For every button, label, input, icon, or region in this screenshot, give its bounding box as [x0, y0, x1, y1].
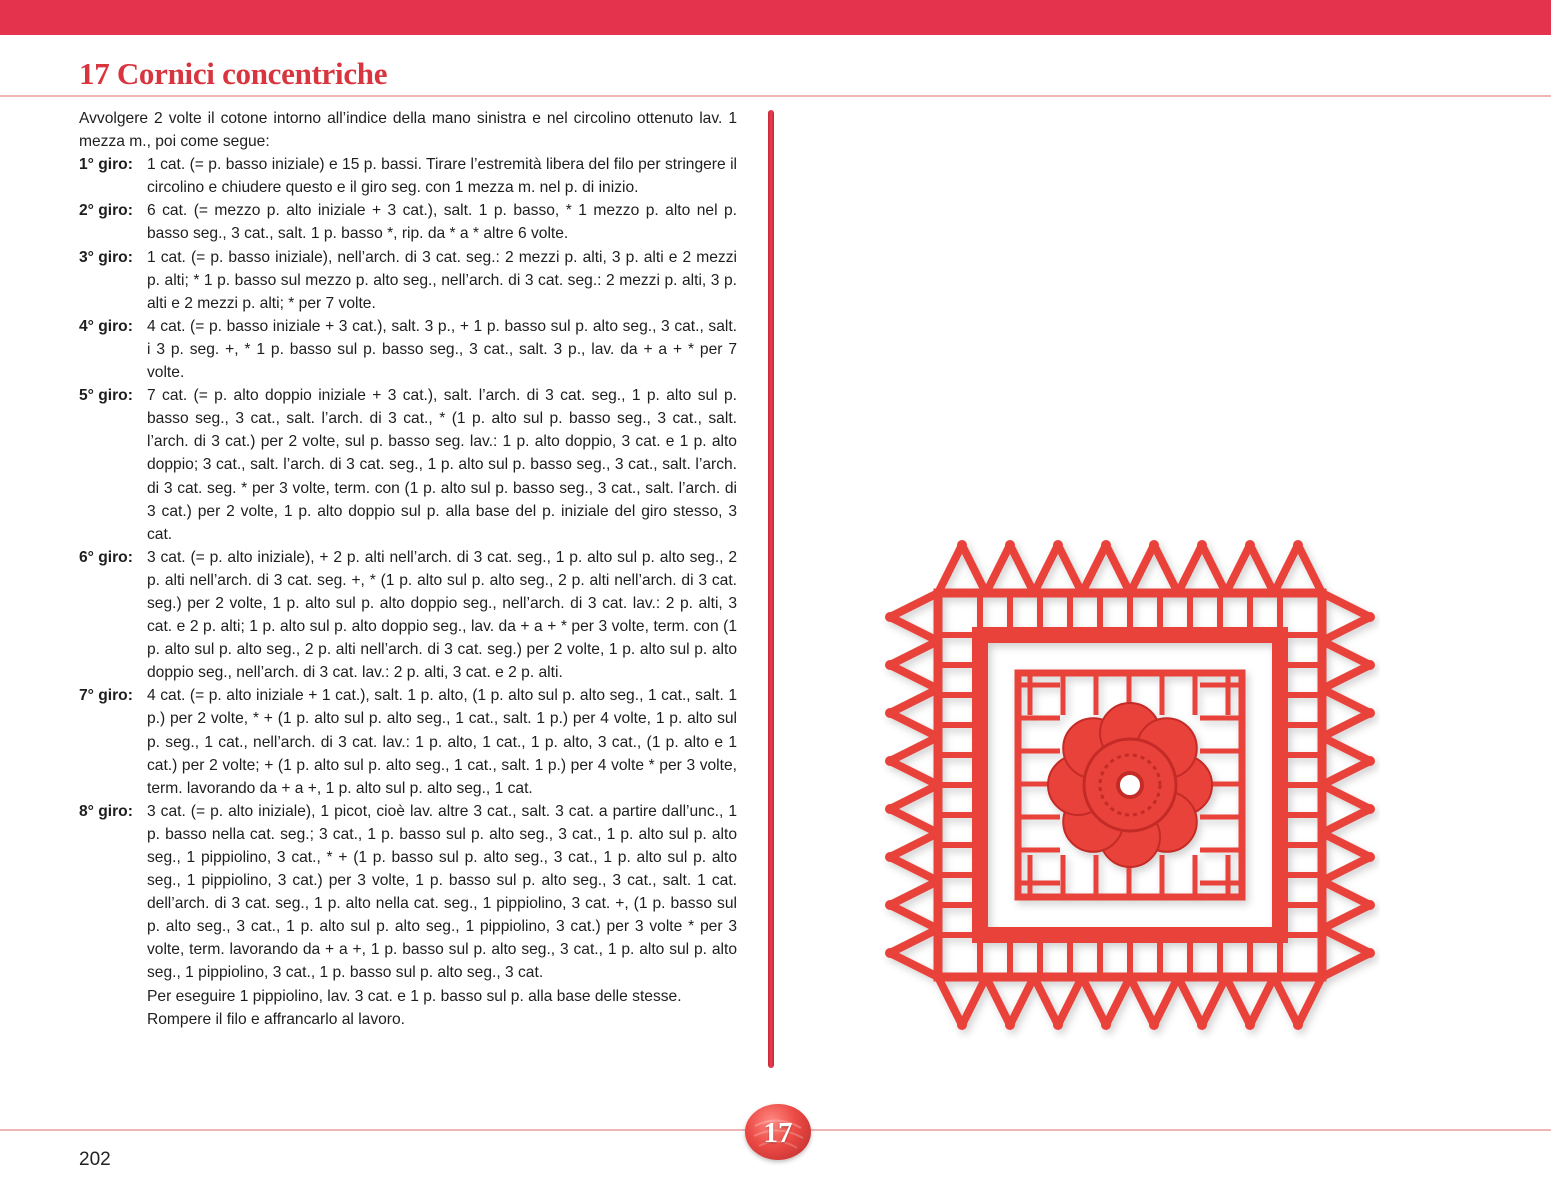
top-color-band: [0, 0, 1551, 35]
page-number: 202: [79, 1149, 111, 1170]
page-title: 17 Cornici concentriche: [79, 56, 388, 91]
round-text: 1 cat. (= p. basso iniziale), nell’arch. di 3 cat. seg.: 2 mezzi p. alti, 3 p. alti e 2 mezzi p. alti; * 1 p. basso sul mezzo p. alto seg., nell’arch. di 3 cat. seg.: 2 mezzi p. alti, 3 p. alti e 2 mezzi p. alti; * per 7 volte.: [147, 248, 737, 312]
finishing-note: Rompere il filo e affrancarlo al lavoro.: [147, 1010, 405, 1028]
round-label: 7° giro:: [79, 687, 133, 705]
picot-note: Per eseguire 1 pippiolino, lav. 3 cat. e 1 p. basso sul p. alla base delle stesse.: [147, 987, 682, 1005]
round-row: [79, 800, 737, 985]
pattern-number-badge: [745, 1104, 811, 1160]
vertical-divider: [768, 110, 774, 1068]
intro-paragraph: Avvolgere 2 volte il cotone intorno all’indice della mano sinistra e nel circolino ottenuto lav. 1 mezza m., poi come segue:: [79, 110, 737, 151]
round-row: [79, 199, 737, 245]
round-row: [79, 153, 737, 199]
round-row: [79, 546, 737, 685]
round-text: 4 cat. (= p. alto iniziale + 1 cat.), salt. 1 p. alto, (1 p. alto sul p. alto seg., 1 cat., salt. 1 p.) per 2 volte, * + (1 p. alto sul p. alto seg., 1 cat., salt. 1 p.) per 4 volte, 1 p. alto sul p. seg., 1 cat., nell’arch. di 3 cat. lav.: 1 p. alto, 1 cat., 1 p. alto, 3 cat., (1 p. alto e 1 cat.) per 2 volte; + (1 p. alto sul p. alto seg., 1 cat., salt. 1 p.) per 4 volte * per 3 volte, term. lavorando da + a +, 1 p. alto sul p. alto seg., 1 cat.: [147, 687, 737, 797]
crochet-square-photo: [880, 535, 1380, 1055]
pattern-number: 17: [763, 1117, 793, 1149]
round-label: 8° giro:: [79, 802, 133, 820]
round-label: 1° giro:: [79, 156, 133, 174]
round-label: 3° giro:: [79, 248, 133, 266]
round-label: 5° giro:: [79, 387, 133, 405]
pattern-instructions: [79, 107, 737, 1031]
round-row: [79, 384, 737, 546]
round-row: [79, 315, 737, 384]
round-text: 1 cat. (= p. basso iniziale) e 15 p. bassi. Tirare l’estremità libera del filo per stringere il circolino e chiudere questo e il giro seg. con 1 mezza m. nel p. di inizio.: [147, 156, 737, 197]
title-rule: [0, 95, 1551, 97]
round-text: 3 cat. (= p. alto iniziale), + 2 p. alti nell’arch. di 3 cat. seg., 1 p. alto sul p. alto seg., 2 p. alti nell’arch. di 3 cat. seg. +, * (1 p. alto sul p. alto seg., 2 p. alti nell’arch. di 3 cat. seg.) per 2 volte, 1 p. alto sul p. alto doppio seg., nell’arch. di 3 cat. lav.: 2 p. alti, 3 cat. e 2 p. alti; 1 p. alto sul p. alto doppio seg., lav. da + a + * per 3 volte, term. con (1 p. alto sul p. alto seg., 2 p. alti nell’arch. di 3 cat. seg.) per 2 volte, 1 p. alto sul p. alto doppio seg., nell’arch. di 3 cat. lav.: 2 p. alti, 3 cat. e 2 p. alti.: [147, 548, 737, 682]
round-label: 2° giro:: [79, 202, 133, 220]
round-row: [79, 246, 737, 315]
round-row: [79, 684, 737, 799]
round-text: 7 cat. (= p. alto doppio iniziale + 3 cat.), salt. l’arch. di 3 cat. seg., 1 p. alto sul p. basso seg., 3 cat., salt. l’arch. di 3 cat., * (1 p. alto sul p. basso seg., 3 cat., salt. l’arch. di 3 cat.) per 2 volte, sul p. basso seg. lav.: 1 p. alto doppio, 3 cat. e 1 p. alto doppio; 3 cat., salt. l’arch. di 3 cat. seg., 1 p. alto sul p. basso seg., 3 cat., salt. l’arch. di 3 cat. seg. * per 3 volte, term. con (1 p. alto sul p. basso seg., 3 cat., salt. l’arch. di 3 cat.) per 2 volte, 1 p. alto doppio sul p. alla base del p. iniziale del giro stesso, 3 cat.: [147, 387, 737, 543]
round-text: 4 cat. (= p. basso iniziale + 3 cat.), salt. 3 p., + 1 p. basso sul p. alto seg., 3 cat., salt. i 3 p. seg. +, * 1 p. basso sul p. basso seg., 3 cat., salt. 3 p., lav. da + a + * per 7 volte.: [147, 317, 737, 382]
round-text: 3 cat. (= p. alto iniziale), 1 picot, cioè lav. altre 3 cat., salt. 3 cat. a partire dall’unc., 1 p. basso nella cat. seg.; 3 cat., 1 p. basso sul p. alto seg., 3 cat., 1 p. alto sul p. alto seg., 1 pippiolino, 3 cat., * + (1 p. basso sul p. alto seg., 3 cat., 1 p. alto sul p. alto seg., 1 pippiolino, 3 cat.) per 3 volte, 1 p. basso sul p. alto seg., 3 cat., salt. 1 cat. dell’arch. di 3 cat. seg., 1 p. alto nella cat. seg., 1 pippiolino, 3 cat. +, (1 p. basso sul p. alto seg., 3 cat., 1 p. alto sul p. alto seg., 1 pippiolino, 3 cat.) per 3 volte * per 3 volte, term. lavorando da + a +, 1 p. basso sul p. alto seg., 3 cat., 1 p. alto sul p. alto seg., 1 pippiolino, 3 cat., 1 p. basso sul p. alto seg., 3 cat.: [147, 802, 737, 982]
round-text: 6 cat. (= mezzo p. alto iniziale + 3 cat.), salt. 1 p. basso, * 1 mezzo p. alto nel p. basso seg., 3 cat., salt. 1 p. basso *, rip. da * a * altre 6 volte.: [147, 202, 737, 243]
round-label: 4° giro:: [79, 317, 133, 335]
round-label: 6° giro:: [79, 548, 133, 566]
